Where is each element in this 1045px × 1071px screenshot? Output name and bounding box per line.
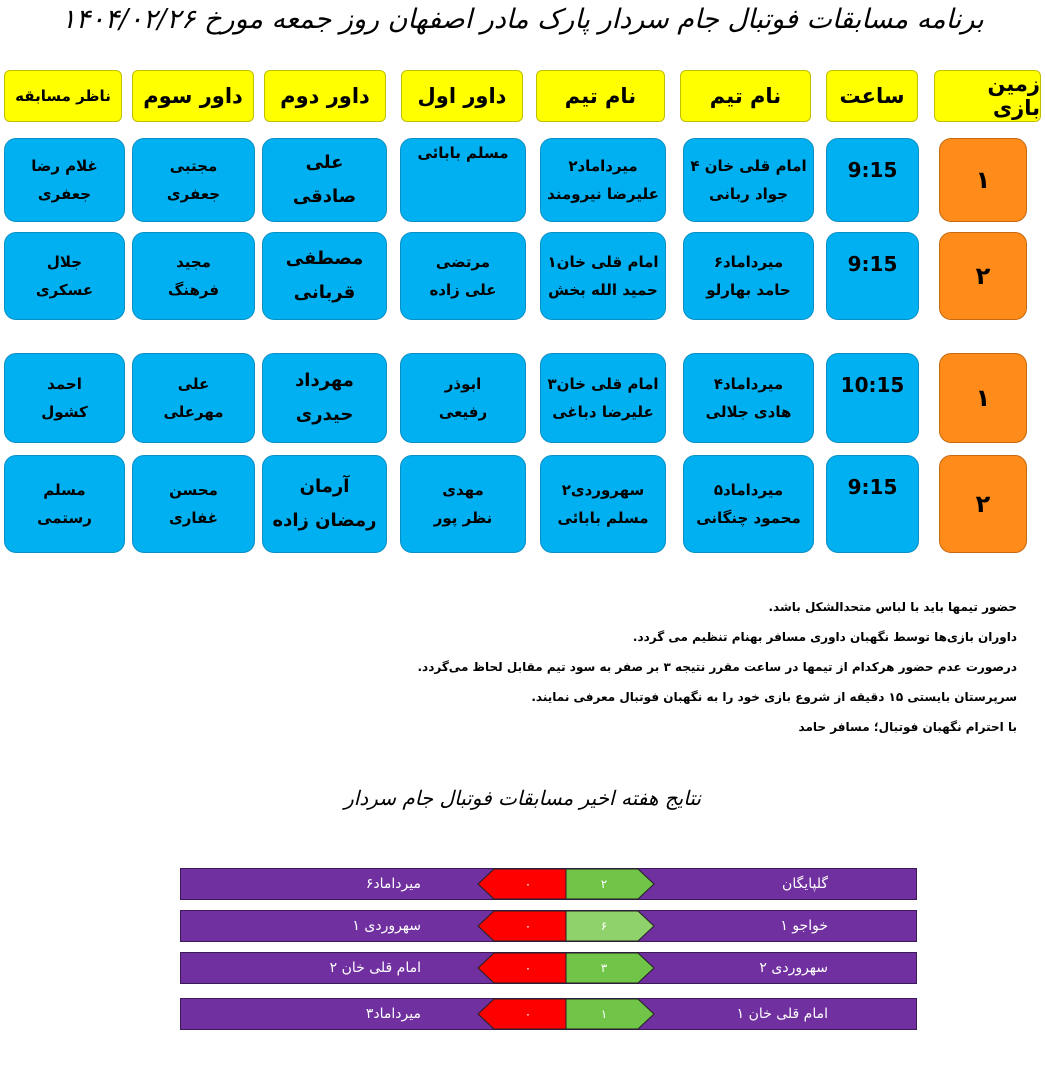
person-name-line1: مصطفی — [285, 247, 364, 269]
person-name-line1: مجتبی — [169, 156, 218, 175]
person-name-line2: قربانی — [293, 282, 356, 303]
person-name-line1: علی — [305, 151, 344, 173]
team-name: میرداماد۶ — [713, 252, 784, 271]
ref1-cell — [400, 353, 526, 443]
ref3-cell — [132, 455, 255, 553]
team-coach: جواد ربانی — [709, 185, 788, 203]
header-observer: ناظر مسابقه — [4, 70, 122, 122]
person-name-line2: کشول — [41, 403, 88, 421]
team2-cell — [540, 353, 666, 443]
person-name-line2: علی زاده — [429, 281, 497, 299]
match-time: 10:15 — [826, 353, 919, 443]
team-coach: مسلم بابائی — [557, 509, 649, 527]
person-name-line1: جلال — [46, 252, 83, 271]
result-home-team: گلپایگان — [782, 876, 828, 892]
away-score: ۰ — [524, 877, 532, 891]
team-name: امام قلی خان۱ — [547, 252, 659, 271]
team2-cell — [540, 232, 666, 320]
home-score-arrow — [566, 999, 654, 1029]
person-name-line2: نظر پور — [433, 509, 493, 527]
header-team2: نام تیم — [536, 70, 665, 122]
home-score-arrow — [566, 911, 654, 941]
team-name: سهروردی۲ — [561, 480, 645, 499]
notes-list — [417, 592, 1017, 742]
team1-cell — [683, 138, 814, 222]
team1-cell — [683, 353, 814, 443]
person-name-line1: مهدی — [442, 480, 484, 499]
results-title: نتایج هفته اخیر مسابقات فوتبال جام سردار — [344, 786, 701, 810]
result-home-team: سهروردی ۲ — [759, 960, 828, 976]
result-away-team: میرداماد۶ — [365, 876, 421, 892]
result-row — [180, 910, 917, 942]
note-item: حضور تیمها باید با لباس متحدالشکل باشد. — [768, 600, 1017, 614]
result-home-team: خواجو ۱ — [780, 918, 828, 934]
person-name-line1: محسن — [169, 480, 218, 499]
person-name-line1: علی — [177, 374, 210, 393]
team2-cell — [540, 138, 666, 222]
ref1-cell — [400, 455, 526, 553]
note-item: داوران بازی‌ها توسط نگهبان داوری مسافر بهنام تنظیم می گردد. — [632, 630, 1017, 644]
home-score: ۶ — [600, 919, 608, 933]
ref2-cell — [262, 232, 387, 320]
person-name-line2: حیدری — [295, 404, 354, 425]
away-score: ۰ — [524, 1007, 532, 1021]
result-row — [180, 868, 917, 900]
person-name-line1: غلام رضا — [31, 156, 98, 175]
result-row — [180, 952, 917, 984]
header-ref3: داور سوم — [132, 70, 254, 122]
home-score: ۳ — [600, 961, 608, 975]
match-time: 9:15 — [826, 232, 919, 320]
ref3-cell — [132, 232, 255, 320]
person-name-line2: عسکری — [35, 281, 94, 299]
away-score-arrow — [478, 999, 566, 1029]
team-name: میرداماد۴ — [713, 374, 784, 393]
ref2-cell — [262, 353, 387, 443]
observer-cell — [4, 455, 125, 553]
note-item: درصورت عدم حضور هرکدام از تیمها در ساعت مقرر نتیجه ۳ بر صفر به سود تیم مقابل لحاظ می‌گردد. — [417, 660, 1017, 674]
match-time: 9:15 — [826, 455, 919, 553]
person-name-line2: غفاری — [168, 509, 219, 527]
person-name-line1: آرمان — [299, 475, 350, 497]
observer-cell — [4, 353, 125, 443]
result-away-team: امام قلی خان ۲ — [329, 960, 421, 976]
away-score: ۰ — [524, 961, 532, 975]
person-name-line2: صادقی — [292, 186, 357, 207]
person-name-line1: مسلم — [43, 480, 86, 499]
header-field: زمین بازی — [934, 70, 1041, 122]
person-name-line1: مهرداد — [295, 369, 354, 391]
ref2-cell — [262, 138, 387, 222]
page-title: برنامه مسابقات فوتبال جام سردار پارک مادر اصفهان روز جمعه مورخ ۱۴۰۴/۰۲/۲۶ — [61, 4, 984, 35]
header-time: ساعت — [826, 70, 918, 122]
ref3-cell — [132, 353, 255, 443]
team-coach: حمید الله بخش — [548, 281, 658, 299]
team-coach: حامد بهارلو — [706, 281, 791, 299]
home-score: ۱ — [600, 1007, 608, 1021]
team2-cell — [540, 455, 666, 553]
person-name-line1: مرتضی — [435, 252, 491, 271]
person-name-line2: فرهنگ — [167, 281, 220, 299]
ref3-cell — [132, 138, 255, 222]
person-name-line2: جعفری — [166, 185, 221, 203]
observer-cell — [4, 138, 125, 222]
team-name: میرداماد۲ — [568, 156, 638, 175]
team1-cell — [683, 455, 814, 553]
person-name-line1: مسلم بابائی — [417, 144, 509, 162]
header-ref2: داور دوم — [264, 70, 386, 122]
field-number: ۲ — [939, 232, 1027, 320]
away-score: ۰ — [524, 919, 532, 933]
person-name-line1: مجید — [176, 252, 211, 271]
team-name: میرداماد۵ — [713, 480, 784, 499]
header-ref1: داور اول — [401, 70, 523, 122]
result-away-team: سهروردی ۱ — [352, 918, 421, 934]
ref1-cell — [400, 232, 526, 320]
team-name: امام قلی خان۳ — [547, 374, 659, 393]
field-number: ۱ — [939, 138, 1027, 222]
team-coach: هادی جلالی — [705, 403, 792, 421]
team-coach: علیرضا نیرومند — [547, 185, 659, 203]
person-name-line2: رستمی — [37, 509, 92, 527]
person-name-line2: مهرعلی — [163, 403, 224, 421]
team1-cell — [683, 232, 814, 320]
score-arrows — [476, 998, 656, 1030]
ref1-cell — [400, 138, 526, 222]
result-home-team: امام قلی خان ۱ — [736, 1006, 828, 1022]
result-away-team: میرداماد۳ — [365, 1006, 421, 1022]
team-coach: علیرضا دباغی — [552, 403, 654, 421]
header-team1: نام تیم — [680, 70, 811, 122]
away-score-arrow — [478, 869, 566, 899]
field-number: ۲ — [939, 455, 1027, 553]
observer-cell — [4, 232, 125, 320]
person-name-line2: رمضان زاده — [272, 510, 377, 531]
home-score-arrow — [566, 953, 654, 983]
field-number: ۱ — [939, 353, 1027, 443]
score-arrows — [476, 868, 656, 900]
team-name: امام قلی خان ۴ — [690, 156, 807, 175]
note-item: با احترام نگهبان فوتبال؛ مسافر حامد — [798, 720, 1017, 734]
person-name-line1: احمد — [47, 374, 82, 393]
away-score-arrow — [478, 953, 566, 983]
away-score-arrow — [478, 911, 566, 941]
ref2-cell — [262, 455, 387, 553]
person-name-line2: جعفری — [37, 185, 92, 203]
home-score-arrow — [566, 869, 654, 899]
result-row — [180, 998, 917, 1030]
team-coach: محمود چنگانی — [696, 509, 801, 527]
score-arrows — [476, 952, 656, 984]
match-time: 9:15 — [826, 138, 919, 222]
person-name-line2: رفیعی — [438, 403, 488, 421]
home-score: ۲ — [600, 877, 608, 891]
note-item: سرپرستان بایستی ۱۵ دقیقه از شروع بازی خود را به نگهبان فوتبال معرفی نمایند. — [531, 690, 1017, 704]
score-arrows — [476, 910, 656, 942]
person-name-line1: ابوذر — [444, 374, 482, 393]
